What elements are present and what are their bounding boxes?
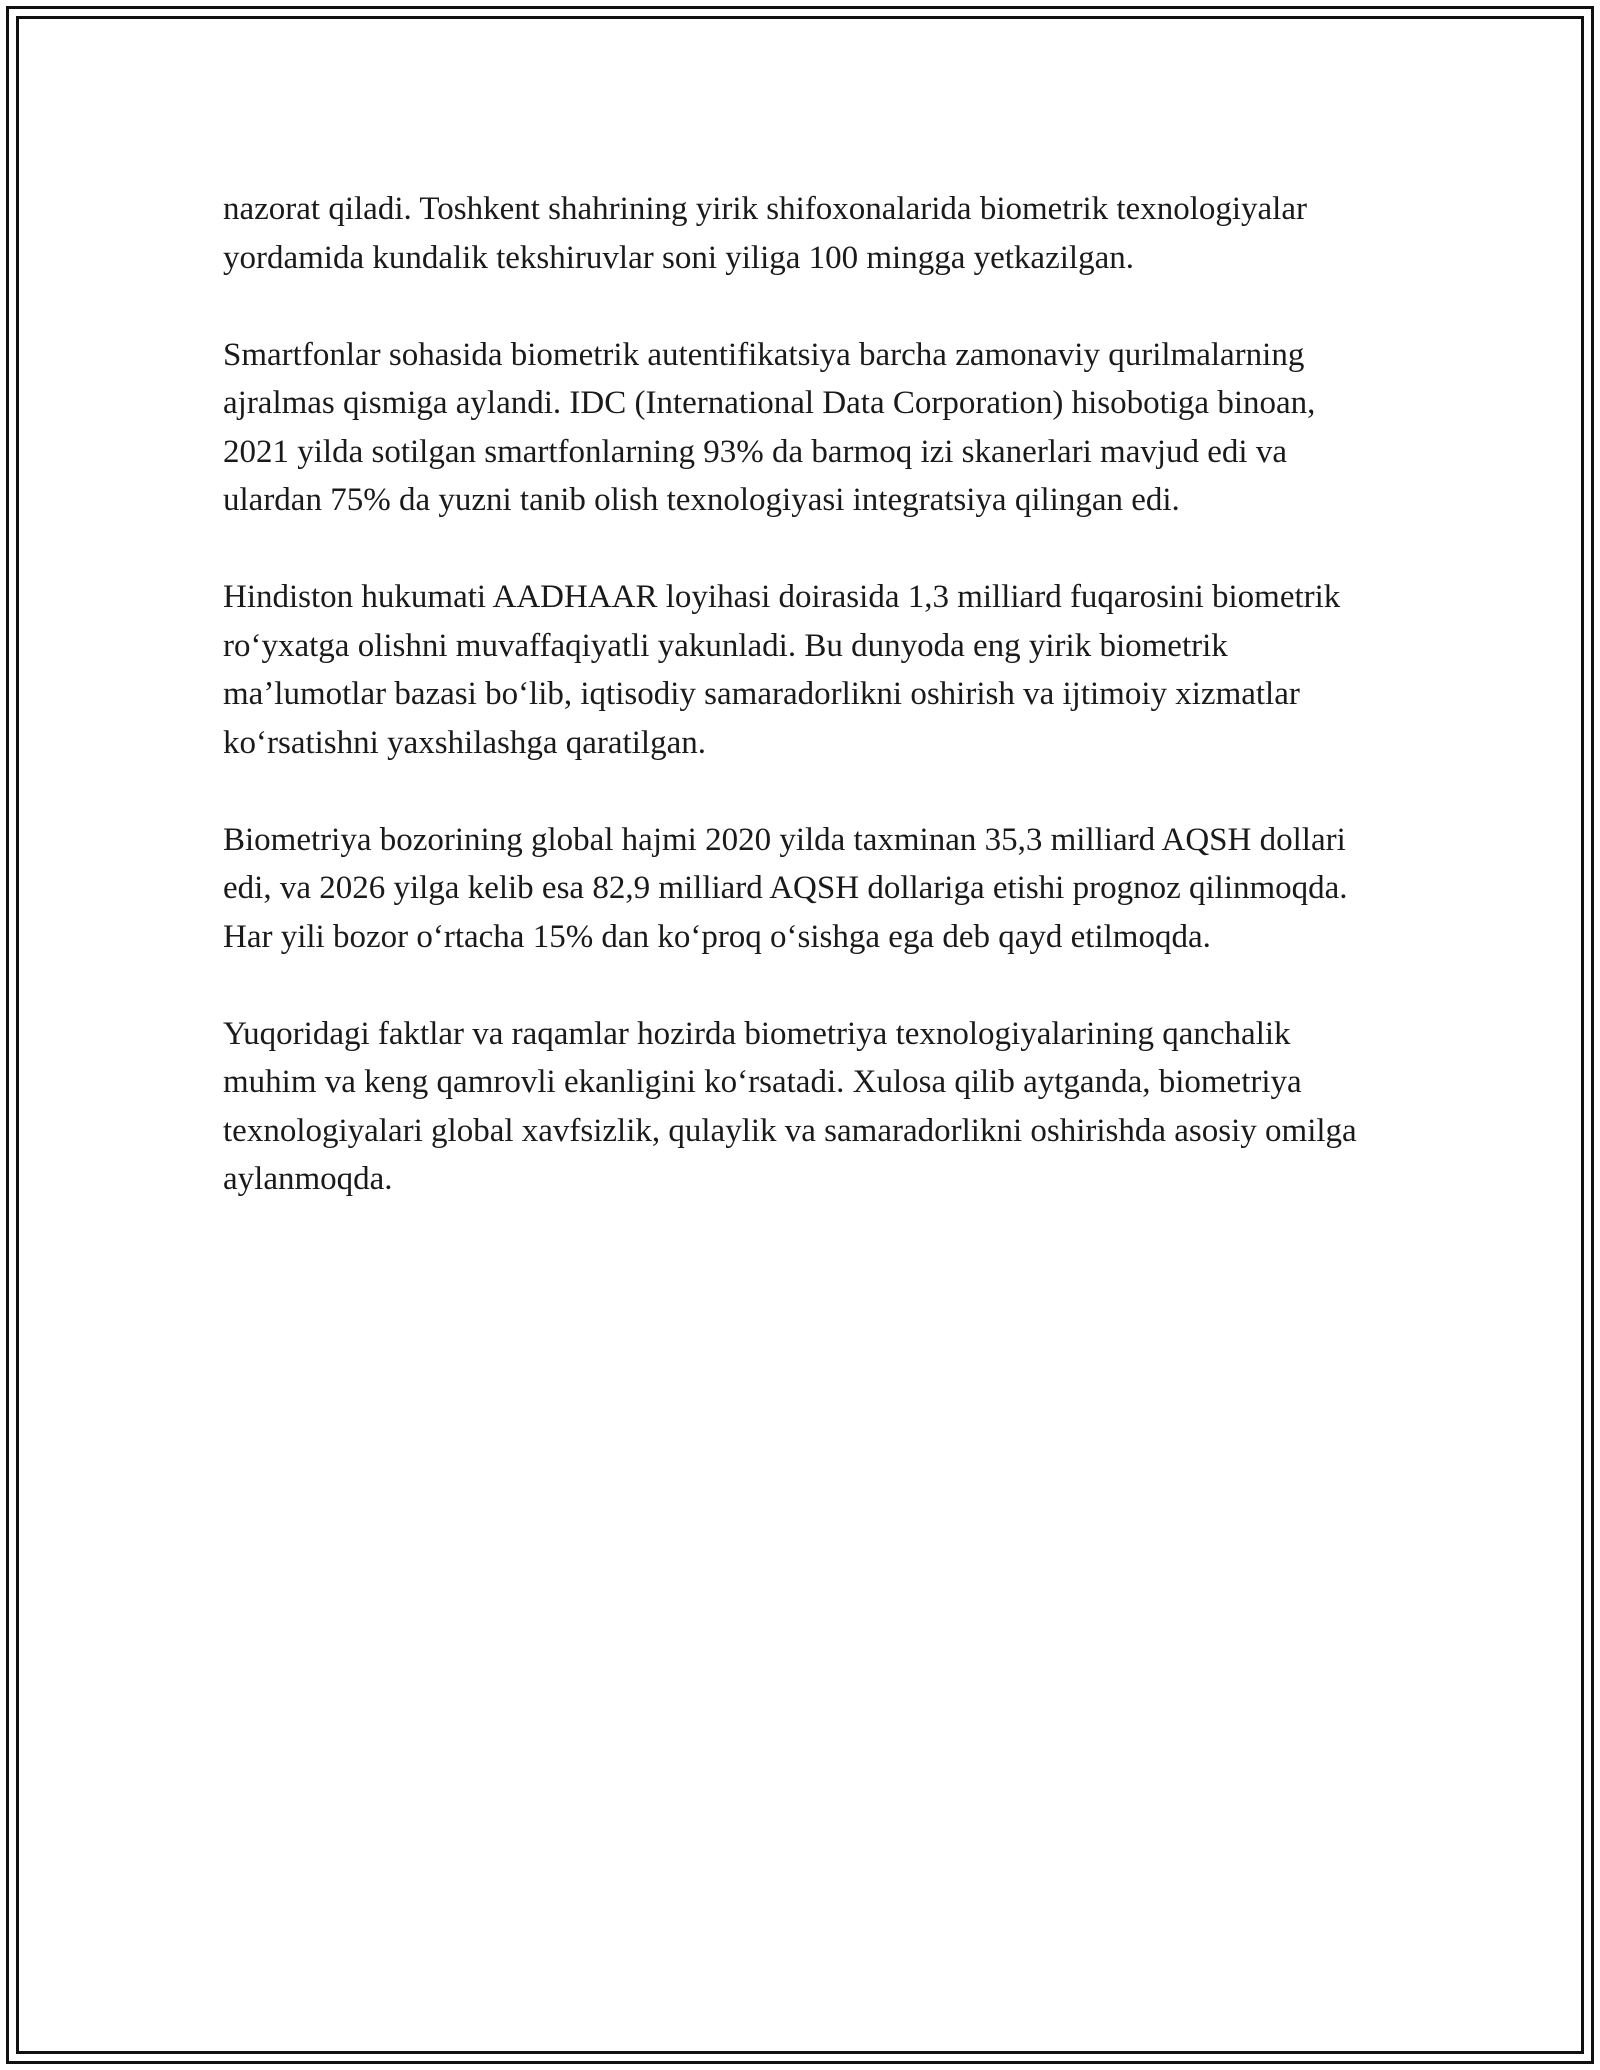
paragraph-smartphones: Smartfonlar sohasida biometrik autentifikatsiya barcha zamonaviy qurilmalarning ajralmas qismiga aylandi. IDC (International Data Corporation) hisobotiga binoan, 2021 yilda sotilgan smartfonlarning 93% da barmoq izi skanerlari mavjud edi va ulardan 75% da yuzni tanib olish texnologiyasi integratsiya qilingan edi. <box>223 336 1316 518</box>
paragraph-continuation: nazorat qiladi. Toshkent shahrining yirik shifoxonalarida biometrik texnologiyalar yordamida kundalik tekshiruvlar soni yiliga 100 mingga yetkazilgan. <box>223 191 1307 276</box>
paragraph-market-size: Biometriya bozorining global hajmi 2020 yilda taxminan 35,3 milliard AQSH dollari edi, va 2026 yilga kelib esa 82,9 milliard AQSH dollariga etishi prognoz qilinmoqda. Har yili bozor oʻrtacha 15% dan koʻproq oʻsishga ega deb qayd etilmoqda. <box>223 821 1348 955</box>
paragraph-aadhaar: Hindiston hukumati AADHAAR loyihasi doirasida 1,3 milliard fuqarosini biometrik roʻyxatga olishni muvaffaqiyatli yakunladi. Bu dunyoda eng yirik biometrik maʼlumotlar bazasi boʻlib, iqtisodiy samaradorlikni oshirish va ijtimoiy xizmatlar koʻrsatishni yaxshilashga qaratilgan. <box>223 579 1341 761</box>
paragraph-conclusion: Yuqoridagi faktlar va raqamlar hozirda biometriya texnologiyalarining qanchalik muhim va keng qamrovli ekanligini koʻrsatadi. Xulosa qilib aytganda, biometriya texnologiyalari global xavfsizlik, qulaylik va samaradorlikni oshirishda asosiy omilga aylanmoqda. <box>223 1015 1357 1197</box>
document-body <box>223 185 1383 1252</box>
